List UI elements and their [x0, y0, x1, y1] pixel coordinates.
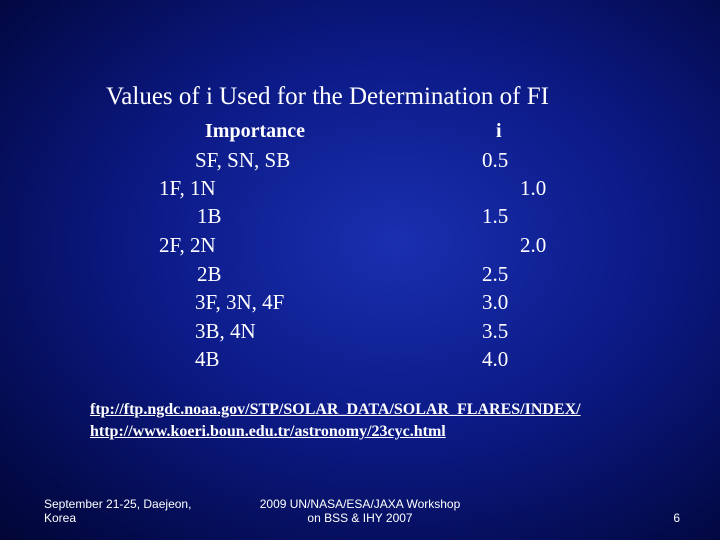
table-cell-importance: SF, SN, SB [195, 148, 291, 172]
table-cell-i: 3.5 [482, 319, 509, 343]
table-cell-importance: 1B [197, 204, 222, 228]
table-cell-i: 2.0 [520, 233, 547, 257]
table-cell-i: 0.5 [482, 148, 509, 172]
footer-date-location [44, 497, 191, 525]
table-header-i: i [496, 120, 502, 142]
koeri-link[interactable]: http://www.koeri.boun.edu.tr/astronomy/23cyc.html [90, 423, 446, 440]
table-header-importance: Importance [205, 120, 305, 142]
table-cell-importance: 3F, 3N, 4F [195, 290, 285, 314]
table-cell-importance: 2B [197, 262, 222, 286]
footer-date-line: September 21-25, Daejeon, [44, 497, 192, 511]
page-number: 6 [673, 511, 680, 525]
table-cell-i: 4.0 [482, 347, 509, 371]
slide-title: Values of i Used for the Determination of FI [106, 83, 549, 110]
table-cell-importance: 4B [195, 347, 220, 371]
footer-location-line: Korea [44, 511, 77, 525]
table-cell-i: 3.0 [482, 290, 509, 314]
footer-workshop [250, 497, 470, 525]
table-cell-i: 2.5 [482, 262, 509, 286]
footer-workshop-line1: 2009 UN/NASA/ESA/JAXA Workshop [259, 497, 461, 511]
table-cell-i: 1.0 [520, 176, 547, 200]
table-cell-i: 1.5 [482, 204, 509, 228]
table-cell-importance: 2F, 2N [159, 233, 216, 257]
footer-workshop-line2: on BSS & IHY 2007 [307, 511, 413, 525]
table-cell-importance: 3B, 4N [195, 319, 256, 343]
reference-links [90, 399, 581, 443]
ngdc-ftp-link[interactable]: ftp://ftp.ngdc.noaa.gov/STP/SOLAR_DATA/SOLAR_FLARES/INDEX/ [90, 401, 581, 418]
table-cell-importance: 1F, 1N [159, 176, 216, 200]
